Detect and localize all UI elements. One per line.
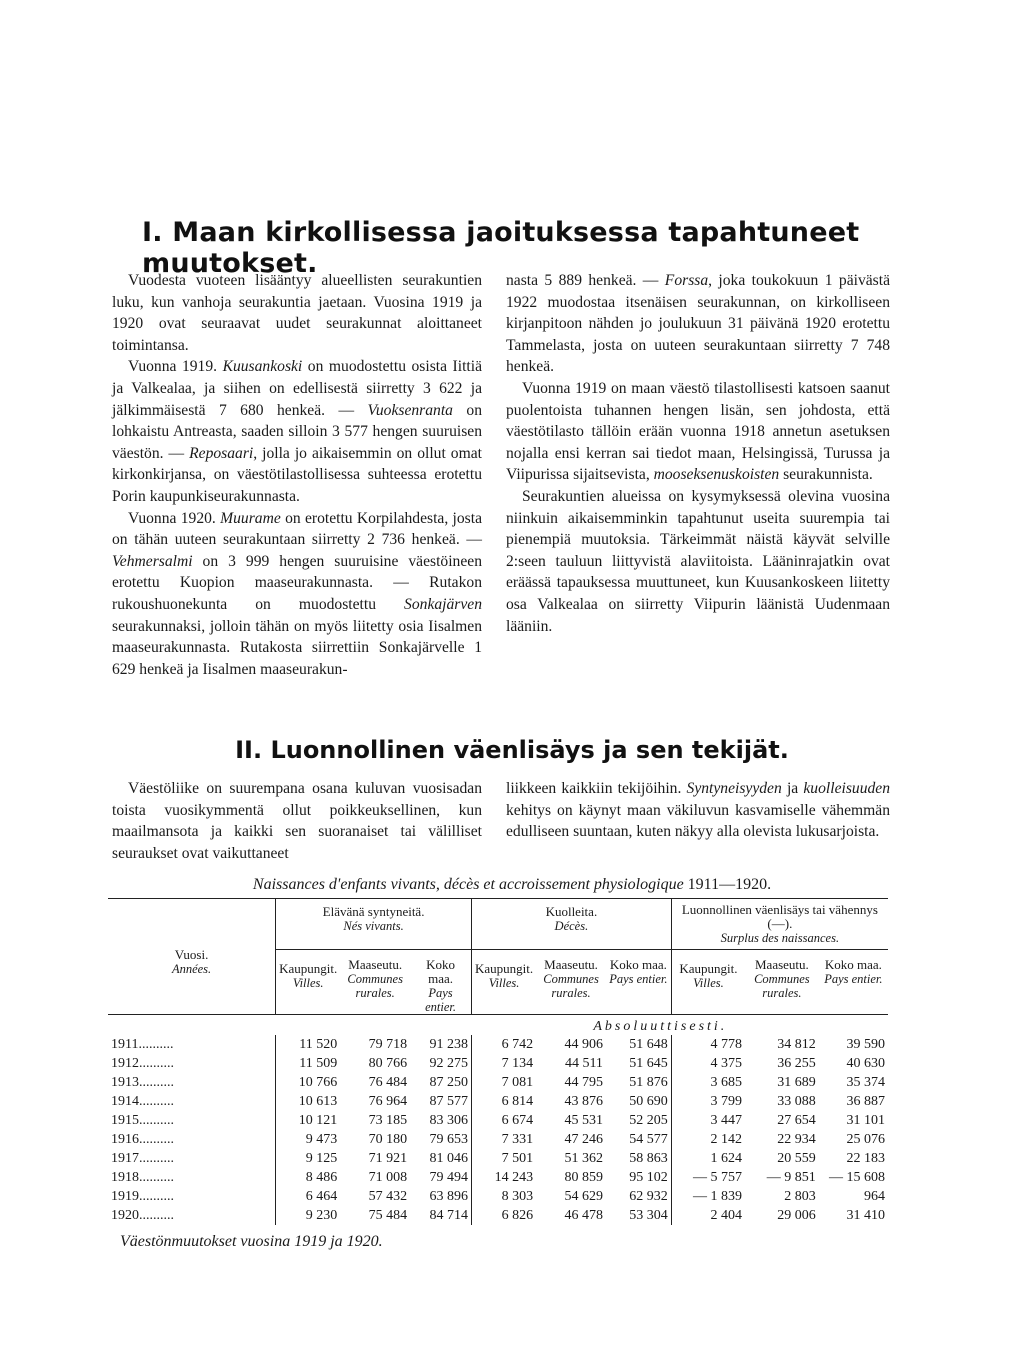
deaths-rural-cell: 45 531 <box>564 1113 603 1128</box>
table-row <box>108 1206 888 1225</box>
deaths-city-cell: 7 331 <box>472 1130 537 1149</box>
surplus-rural-cell: 36 255 <box>777 1056 816 1071</box>
surplus-total-header: Koko maa. Pays entier. <box>824 957 883 986</box>
surplus-city-cell: — 1 839 <box>671 1187 745 1206</box>
section1-title: I. Maan kirkollisessa jaoituksessa tapahtuneet muutokset. <box>142 217 860 279</box>
absolute-label: Absoluuttisesti. <box>593 1019 728 1034</box>
surplus-total-cell: 964 <box>864 1189 885 1204</box>
births-rural-cell: 70 180 <box>368 1132 408 1147</box>
section2-title: II. Luonnollinen väenlisäys ja sen tekijät. <box>235 736 789 764</box>
surplus-rural-cell: 27 654 <box>777 1113 816 1128</box>
births-city-cell: 9 473 <box>276 1130 341 1149</box>
surplus-city-cell: 1 624 <box>671 1149 745 1168</box>
surplus-total-cell: 31 101 <box>846 1113 885 1128</box>
year-cell: 1919.......... <box>111 1189 174 1204</box>
deaths-rural-cell: 44 511 <box>564 1056 603 1071</box>
births-rural-header: Maaseutu. Communes rurales. <box>347 957 403 1000</box>
section2-left-column <box>112 778 482 864</box>
table-row <box>108 1092 888 1111</box>
absolute-label-row <box>108 1015 888 1036</box>
surplus-rural-cell: 33 088 <box>777 1094 816 1109</box>
births-rural-cell: 57 432 <box>368 1189 408 1204</box>
surplus-header: Luonnollinen väenlisäys tai vähennys (—). Surplus des naissances. <box>671 899 888 950</box>
deaths-rural-cell: 46 478 <box>564 1208 603 1223</box>
paragraph: Vuonna 1920. Muurame on erotettu Korpilahdesta, josta on tähän uuteen seurakuntaan siirretty 2 736 henkeä. — Vehmersalmi on 3 999 hengen suuruisine väestöineen erotettu Kuopion maaseurakunnasta. — Rutakon rukoushuonekunta on muodostettu Sonkajärven seurakunnaksi, jolloin tähän on myös liitetty osia Iisalmen maaseurakunnasta. Rutakosta siirrettiin Sonkajärvelle 1 629 henkeä ja Iisalmen maaseurakun- <box>112 509 482 678</box>
year-cell: 1917.......... <box>111 1151 174 1166</box>
deaths-rural-cell: 44 906 <box>564 1037 603 1052</box>
deaths-city-cell: 6 742 <box>472 1035 537 1054</box>
surplus-city-cell: 2 142 <box>671 1130 745 1149</box>
births-city-cell: 9 125 <box>276 1149 341 1168</box>
surplus-rural-header: Maaseutu. Communes rurales. <box>754 957 810 1000</box>
deaths-rural-cell: 54 629 <box>564 1189 603 1204</box>
table-row <box>108 1187 888 1206</box>
year-cell: 1918.......... <box>111 1170 174 1185</box>
deaths-city-cell: 6 674 <box>472 1111 537 1130</box>
surplus-city-cell: 4 375 <box>671 1054 745 1073</box>
deaths-total-cell: 95 102 <box>629 1170 668 1185</box>
births-total-cell: 79 653 <box>429 1132 468 1147</box>
births-total-cell: 92 275 <box>429 1056 468 1071</box>
table-row <box>108 1149 888 1168</box>
year-cell: 1912.......... <box>111 1056 174 1071</box>
deaths-city-cell: 6 814 <box>472 1092 537 1111</box>
births-city-cell: 10 766 <box>276 1073 341 1092</box>
births-city-cell: 11 509 <box>276 1054 341 1073</box>
births-total-cell: 87 250 <box>429 1075 468 1090</box>
table-header-row <box>108 899 888 950</box>
deaths-city-cell: 7 134 <box>472 1054 537 1073</box>
surplus-rural-cell: 22 934 <box>777 1132 816 1147</box>
births-total-cell: 91 238 <box>429 1037 468 1052</box>
table-row <box>108 1168 888 1187</box>
deaths-total-cell: 51 645 <box>629 1056 668 1071</box>
births-total-cell: 81 046 <box>429 1151 468 1166</box>
births-rural-cell: 71 008 <box>368 1170 408 1185</box>
deaths-total-cell: 54 577 <box>629 1132 668 1147</box>
deaths-total-cell: 51 648 <box>629 1037 668 1052</box>
births-city-cell: 10 121 <box>276 1111 341 1130</box>
paragraph: nasta 5 889 henkeä. — Forssa, joka toukokuun 1 päivästä 1922 muodostaa itsenäisen seurakunnan, on kirkolliseen kirjanpitoon nähden jo joulukuun 31 päivänä 1920 erotettu Tammelasta, josta on uuteen seurakuntaan siirretty 7 748 henkeä. <box>506 272 890 376</box>
births-total-cell: 79 494 <box>429 1170 468 1185</box>
deaths-rural-header: Maaseutu. Communes rurales. <box>543 957 599 1000</box>
year-cell: 1920.......... <box>111 1208 174 1223</box>
surplus-total-cell: 39 590 <box>846 1037 885 1052</box>
surplus-total-cell: 36 887 <box>846 1094 885 1109</box>
surplus-total-cell: 35 374 <box>846 1075 885 1090</box>
surplus-city-cell: — 5 757 <box>671 1168 745 1187</box>
footer-caption: Väestönmuutokset vuosina 1919 ja 1920. <box>120 1233 383 1250</box>
surplus-city-cell: 3 799 <box>671 1092 745 1111</box>
deaths-total-cell: 58 863 <box>629 1151 668 1166</box>
deaths-rural-cell: 51 362 <box>564 1151 603 1166</box>
paragraph: Vuonna 1919 on maan väestö tilastollisesti katsoen saanut puolentoista tuhannen hengen lisän, sen johdosta, että väestötilasto tällöin erään vuonna 1918 annetun asetuksen nojalla ensi kerran sai tiedot maan, Helsingissä, Turussa ja Viipurissa sijaitsevista, mooseksenuskoisten seurakunnista. <box>506 379 890 484</box>
births-city-cell: 6 464 <box>276 1187 341 1206</box>
surplus-rural-cell: 34 812 <box>777 1037 816 1052</box>
section1-right-column <box>506 270 890 637</box>
deaths-city-cell: 6 826 <box>472 1206 537 1225</box>
surplus-city-cell: 2 404 <box>671 1206 745 1225</box>
deaths-total-cell: 50 690 <box>629 1094 668 1109</box>
section1-left-column <box>112 270 482 680</box>
year-cell: 1913.......... <box>111 1075 174 1090</box>
surplus-rural-cell: 31 689 <box>777 1075 816 1090</box>
deaths-city-header: Kaupungit. Villes. <box>472 950 537 1015</box>
deaths-city-cell: 8 303 <box>472 1187 537 1206</box>
births-city-cell: 8 486 <box>276 1168 341 1187</box>
table-body <box>108 1035 888 1225</box>
deaths-city-cell: 14 243 <box>472 1168 537 1187</box>
surplus-total-cell: 40 630 <box>846 1056 885 1071</box>
births-rural-cell: 75 484 <box>368 1208 408 1223</box>
paragraph: Seurakuntien alueissa on kysymyksessä olevina vuosina niinkuin aikaisemminkin tapahtunut useita suurempia tai pienempiä muutoksia. Tärkeimmät näistä käyvät selville 2:seen tauluun liittyvistä alaviitoista. Lääninrajatkin ovat eräässä tapauksessa muuttuneet, kun Kuusankoskeen liitetty osa Valkealaa on siirretty Viipurin läänistä Uudenmaan lääniin. <box>506 487 890 635</box>
year-cell: 1911.......... <box>111 1037 174 1052</box>
table-row <box>108 1035 888 1054</box>
table-row <box>108 1130 888 1149</box>
births-header: Elävänä syntyneitä. Nés vivants. <box>276 899 472 950</box>
year-cell: 1914.......... <box>111 1094 174 1109</box>
paragraph: liikkeen kaikkiin tekijöihin. Syntyneisyyden ja kuolleisuuden kehitys on käynyt maan väkiluvun kasvamiselle vähemmän edulliseen suuntaan, kuten näkyy alla olevista lukusarjoista. <box>506 780 891 841</box>
births-rural-cell: 79 718 <box>368 1037 408 1052</box>
table-row <box>108 1073 888 1092</box>
births-rural-cell: 71 921 <box>368 1151 408 1166</box>
births-rural-cell: 73 185 <box>368 1113 408 1128</box>
births-city-cell: 11 520 <box>276 1035 341 1054</box>
births-total-cell: 83 306 <box>429 1113 468 1128</box>
surplus-total-cell: 31 410 <box>846 1208 885 1223</box>
paragraph: Vuonna 1919. Kuusankoski on muodostettu osista Iittiä ja Valkealaa, ja siihen on edellisestä siirretty 3 622 ja jälkimmäisestä 7 680 henkeä. — Vuoksenranta on lohkaistu Antreasta, saaden silloin 3 577 hengen suuruisen väestön. — Reposaari, jolla jo aikaisemmin on ollut omat kirkonkirjansa, on väestötilastollisessa suhteessa erotettu Porin kaupunkiseurakunnasta. <box>112 358 482 505</box>
deaths-rural-cell: 43 876 <box>564 1094 603 1109</box>
deaths-header: Kuolleita. Décès. <box>472 899 672 950</box>
deaths-rural-cell: 44 795 <box>564 1075 603 1090</box>
births-total-cell: 63 896 <box>429 1189 468 1204</box>
surplus-rural-cell: 2 803 <box>784 1189 816 1204</box>
births-city-cell: 9 230 <box>276 1206 341 1225</box>
births-rural-cell: 80 766 <box>368 1056 408 1071</box>
surplus-rural-cell: 20 559 <box>777 1151 816 1166</box>
surplus-city-cell: 4 778 <box>671 1035 745 1054</box>
surplus-city-header: Kaupungit. Villes. <box>671 950 745 1015</box>
births-city-header: Kaupungit. Villes. <box>276 950 341 1015</box>
vital-statistics-table <box>108 898 888 1225</box>
year-cell: 1915.......... <box>111 1113 174 1128</box>
deaths-total-cell: 53 304 <box>629 1208 668 1223</box>
deaths-total-header: Koko maa. Pays entier. <box>609 957 668 986</box>
deaths-city-cell: 7 081 <box>472 1073 537 1092</box>
surplus-total-cell: — 15 608 <box>829 1170 885 1185</box>
surplus-total-cell: 22 183 <box>846 1151 885 1166</box>
surplus-total-cell: 25 076 <box>846 1132 885 1147</box>
table-row <box>108 1111 888 1130</box>
births-total-header: Koko maa. Pays entier. <box>425 957 456 1014</box>
surplus-rural-cell: — 9 851 <box>766 1170 816 1185</box>
births-rural-cell: 76 484 <box>368 1075 408 1090</box>
surplus-city-cell: 3 685 <box>671 1073 745 1092</box>
table-caption: Naissances d'enfants vivants, décès et accroissement physiologique 1911—1920. <box>252 876 772 893</box>
deaths-city-cell: 7 501 <box>472 1149 537 1168</box>
births-rural-cell: 76 964 <box>368 1094 408 1109</box>
births-total-cell: 87 577 <box>429 1094 468 1109</box>
deaths-total-cell: 51 876 <box>629 1075 668 1090</box>
section2-right-column <box>506 778 890 843</box>
surplus-city-cell: 3 447 <box>671 1111 745 1130</box>
deaths-total-cell: 62 932 <box>629 1189 668 1204</box>
deaths-total-cell: 52 205 <box>629 1113 668 1128</box>
year-cell: 1916.......... <box>111 1132 174 1147</box>
year-header: Vuosi. Années. <box>171 946 212 976</box>
paragraph: Väestöliike on suurempana osana kuluvan vuosisadan toista vuosikymmentä ollut poikkeuksellinen, kun maailmansota ja kaikki sen suoranaiset tai välilliset seuraukset ovat vaikuttaneet <box>112 780 482 862</box>
surplus-rural-cell: 29 006 <box>777 1208 816 1223</box>
table-row <box>108 1054 888 1073</box>
deaths-rural-cell: 80 859 <box>564 1170 603 1185</box>
deaths-rural-cell: 47 246 <box>564 1132 603 1147</box>
births-city-cell: 10 613 <box>276 1092 341 1111</box>
paragraph: Vuodesta vuoteen lisääntyy alueellisten seurakuntien luku, kun vanhoja seurakuntia jaetaan. Vuosina 1919 ja 1920 ovat seuraavat uudet seurakunnat aloittaneet toimintansa. <box>112 272 482 354</box>
births-total-cell: 84 714 <box>429 1208 468 1223</box>
